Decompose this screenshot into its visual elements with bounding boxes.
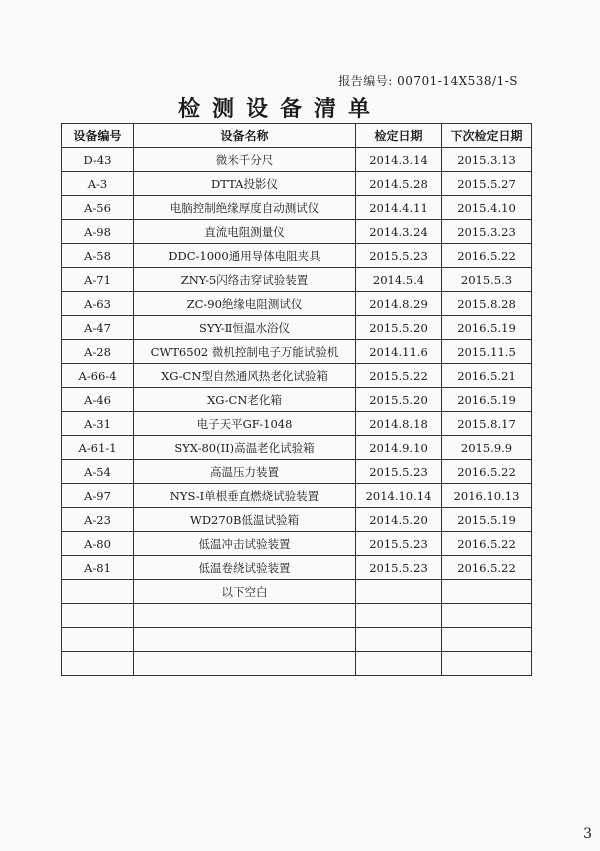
cell-equipment-no: D-43 [62, 148, 134, 172]
cell-equipment-name: DDC-1000通用导体电阻夹具 [134, 244, 356, 268]
table-row [62, 460, 532, 484]
cell-equipment-no [62, 628, 134, 652]
cell-calibration-date: 2014.5.4 [356, 268, 442, 292]
cell-next-calibration-date: 2015.3.23 [442, 220, 532, 244]
cell-calibration-date: 2015.5.23 [356, 244, 442, 268]
cell-calibration-date: 2014.11.6 [356, 340, 442, 364]
cell-next-calibration-date: 2016.10.13 [442, 484, 532, 508]
cell-equipment-name: ZC-90绝缘电阻测试仪 [134, 292, 356, 316]
cell-equipment-name: 以下空白 [134, 580, 356, 604]
cell-equipment-no: A-58 [62, 244, 134, 268]
cell-calibration-date: 2014.3.14 [356, 148, 442, 172]
cell-equipment-no: A-47 [62, 316, 134, 340]
table-row [62, 364, 532, 388]
cell-equipment-no: A-71 [62, 268, 134, 292]
cell-equipment-name: DTTA投影仪 [134, 172, 356, 196]
table-row [62, 148, 532, 172]
cell-next-calibration-date: 2016.5.19 [442, 388, 532, 412]
cell-calibration-date: 2015.5.23 [356, 532, 442, 556]
cell-equipment-name [134, 652, 356, 676]
cell-calibration-date: 2015.5.22 [356, 364, 442, 388]
column-header-next-calibration-date: 下次检定日期 [442, 124, 532, 148]
table-row [62, 484, 532, 508]
table-row [62, 628, 532, 652]
cell-equipment-no: A-31 [62, 412, 134, 436]
cell-equipment-no: A-97 [62, 484, 134, 508]
cell-equipment-no: A-46 [62, 388, 134, 412]
cell-next-calibration-date: 2015.5.19 [442, 508, 532, 532]
cell-next-calibration-date [442, 580, 532, 604]
cell-calibration-date: 2014.5.20 [356, 508, 442, 532]
table-row [62, 580, 532, 604]
cell-equipment-name [134, 628, 356, 652]
cell-equipment-name: NYS-I单根垂直燃烧试验装置 [134, 484, 356, 508]
cell-calibration-date [356, 628, 442, 652]
cell-equipment-no: A-56 [62, 196, 134, 220]
cell-equipment-name: 低温卷绕试验装置 [134, 556, 356, 580]
table-row [62, 268, 532, 292]
cell-calibration-date [356, 604, 442, 628]
cell-next-calibration-date [442, 628, 532, 652]
cell-calibration-date: 2014.4.11 [356, 196, 442, 220]
cell-equipment-name: 电脑控制绝缘厚度自动测试仪 [134, 196, 356, 220]
cell-next-calibration-date: 2016.5.22 [442, 556, 532, 580]
cell-calibration-date: 2015.5.20 [356, 388, 442, 412]
cell-equipment-name: XG-CN型自然通风热老化试验箱 [134, 364, 356, 388]
cell-next-calibration-date [442, 604, 532, 628]
equipment-table [61, 123, 532, 676]
table-row [62, 316, 532, 340]
column-header-equipment-name: 设备名称 [134, 124, 356, 148]
cell-next-calibration-date: 2015.4.10 [442, 196, 532, 220]
cell-equipment-no: A-81 [62, 556, 134, 580]
cell-equipment-no: A-61-1 [62, 436, 134, 460]
cell-calibration-date: 2014.8.29 [356, 292, 442, 316]
cell-next-calibration-date: 2016.5.22 [442, 532, 532, 556]
table-row [62, 388, 532, 412]
table-row [62, 196, 532, 220]
cell-equipment-name: 微米千分尺 [134, 148, 356, 172]
table-row [62, 244, 532, 268]
cell-next-calibration-date: 2015.5.3 [442, 268, 532, 292]
cell-equipment-name: XG-CN老化箱 [134, 388, 356, 412]
page-title: 检测设备清单 [177, 96, 382, 122]
cell-next-calibration-date: 2016.5.21 [442, 364, 532, 388]
cell-equipment-no [62, 652, 134, 676]
table-row [62, 412, 532, 436]
table-row [62, 220, 532, 244]
cell-equipment-no: A-80 [62, 532, 134, 556]
cell-equipment-name: 直流电阻测量仪 [134, 220, 356, 244]
table-body [62, 148, 532, 676]
cell-next-calibration-date: 2015.11.5 [442, 340, 532, 364]
column-header-calibration-date: 检定日期 [356, 124, 442, 148]
table-row [62, 436, 532, 460]
column-header-equipment-no: 设备编号 [62, 124, 134, 148]
cell-next-calibration-date: 2015.5.27 [442, 172, 532, 196]
cell-equipment-name: SYY-Ⅱ恒温水浴仪 [134, 316, 356, 340]
cell-calibration-date: 2014.3.24 [356, 220, 442, 244]
cell-calibration-date: 2015.5.23 [356, 460, 442, 484]
table-header-row [62, 124, 532, 148]
table-row [62, 652, 532, 676]
cell-calibration-date: 2014.10.14 [356, 484, 442, 508]
cell-calibration-date [356, 652, 442, 676]
cell-next-calibration-date: 2015.8.17 [442, 412, 532, 436]
cell-next-calibration-date: 2016.5.22 [442, 460, 532, 484]
table-row [62, 508, 532, 532]
cell-calibration-date: 2015.5.20 [356, 316, 442, 340]
cell-equipment-name: ZNY-5闪络击穿试验装置 [134, 268, 356, 292]
cell-next-calibration-date: 2016.5.22 [442, 244, 532, 268]
cell-next-calibration-date: 2016.5.19 [442, 316, 532, 340]
table-row [62, 604, 532, 628]
cell-calibration-date: 2014.8.18 [356, 412, 442, 436]
cell-equipment-name: CWT6502 微机控制电子万能试验机 [134, 340, 356, 364]
cell-equipment-no [62, 580, 134, 604]
table-row [62, 340, 532, 364]
cell-equipment-name: WD270B低温试验箱 [134, 508, 356, 532]
page-number: 3 [583, 826, 592, 842]
cell-next-calibration-date: 2015.3.13 [442, 148, 532, 172]
cell-equipment-no: A-28 [62, 340, 134, 364]
cell-equipment-name: 高温压力装置 [134, 460, 356, 484]
table-row [62, 172, 532, 196]
cell-equipment-no: A-3 [62, 172, 134, 196]
table-row [62, 556, 532, 580]
cell-equipment-name: SYX-80(II)高温老化试验箱 [134, 436, 356, 460]
cell-equipment-no: A-66-4 [62, 364, 134, 388]
cell-equipment-name [134, 604, 356, 628]
cell-equipment-no: A-23 [62, 508, 134, 532]
cell-equipment-name: 低温冲击试验装置 [134, 532, 356, 556]
cell-equipment-no: A-63 [62, 292, 134, 316]
cell-next-calibration-date: 2015.8.28 [442, 292, 532, 316]
cell-calibration-date [356, 580, 442, 604]
cell-equipment-no: A-98 [62, 220, 134, 244]
cell-calibration-date: 2015.5.23 [356, 556, 442, 580]
cell-equipment-no: A-54 [62, 460, 134, 484]
cell-next-calibration-date: 2015.9.9 [442, 436, 532, 460]
cell-calibration-date: 2014.9.10 [356, 436, 442, 460]
table-row [62, 292, 532, 316]
cell-equipment-no [62, 604, 134, 628]
cell-equipment-name: 电子天平GF-1048 [134, 412, 356, 436]
report-number: 报告编号: 00701-14X538/1-S [338, 74, 518, 88]
cell-calibration-date: 2014.5.28 [356, 172, 442, 196]
cell-next-calibration-date [442, 652, 532, 676]
table-row [62, 532, 532, 556]
